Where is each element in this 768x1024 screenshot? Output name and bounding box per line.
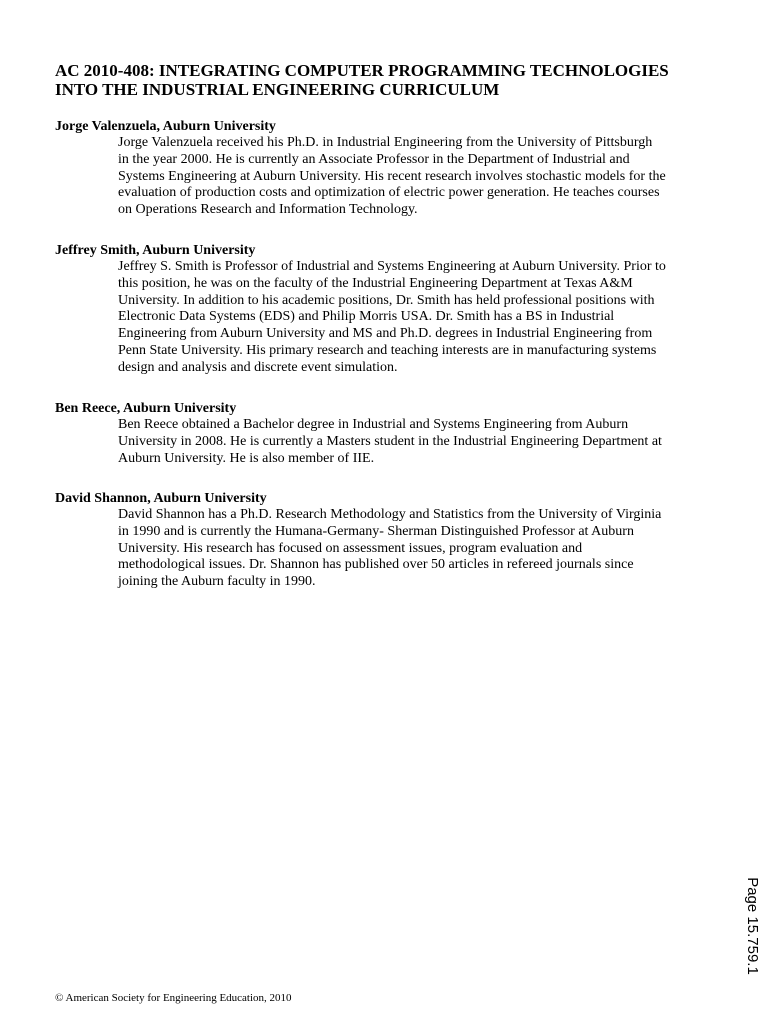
paper-title-line: INTO THE INDUSTRIAL ENGINEERING CURRICULUM [55, 80, 500, 99]
bio-line: University. His research has focused on assessment issues, program evaluation and [118, 540, 583, 556]
author-name: Jeffrey Smith, Auburn University [55, 243, 256, 258]
bio-line: Jeffrey S. Smith is Professor of Industrial and Systems Engineering at Auburn University. Prior to [118, 259, 666, 274]
author-bio [55, 490, 715, 591]
author-bio-text [118, 417, 710, 467]
bio-line: evaluation of production costs and optimization of electric power generation. He teaches courses [118, 185, 660, 201]
paper-title-line: AC 2010-408: INTEGRATING COMPUTER PROGRAMMING TECHNOLOGIES [55, 61, 669, 80]
bio-line: Penn State University. His primary research and teaching interests are in manufacturing systems [118, 342, 657, 358]
bio-line: Jorge Valenzuela received his Ph.D. in Industrial Engineering from the University of Pittsburgh [118, 135, 653, 150]
bio-line: on Operations Research and Information Technology. [118, 202, 418, 218]
bio-line: Systems Engineering at Auburn University. His recent research involves stochastic models for the [118, 168, 666, 184]
bio-line: in 1990 and is currently the Humana-Germany- Sherman Distinguished Professor at Auburn [118, 523, 634, 539]
bio-line: Electronic Data Systems (EDS) and Philip Morris USA. Dr. Smith has a BS in Industrial [118, 309, 615, 325]
bio-line: in the year 2000. He is currently an Associate Professor in the Department of Industrial and [118, 151, 630, 167]
bio-line: methodological issues. Dr. Shannon has published over 50 articles in refereed journals since [118, 557, 634, 573]
author-name: Jorge Valenzuela, Auburn University [55, 119, 276, 134]
author-bio-text [118, 507, 710, 591]
author-name: Ben Reece, Auburn University [55, 401, 237, 416]
bio-line: University in 2008. He is currently a Masters student in the Industrial Engineering Department at [118, 433, 662, 449]
author-bio [55, 400, 715, 467]
bio-line: University. In addition to his academic positions, Dr. Smith has held professional positions with [118, 292, 655, 308]
bio-line: this position, he was on the faculty of the Industrial Engineering Department at Texas A&M [118, 275, 633, 291]
bio-line: design and analysis and discrete event simulation. [118, 359, 398, 375]
copyright-footer: © American Society for Engineering Education, 2010 [55, 992, 292, 1004]
bio-line: Engineering from Auburn University and MS and Ph.D. degrees in Industrial Engineering from [118, 326, 653, 342]
author-bio-text [118, 259, 710, 377]
author-bio-text [118, 135, 710, 219]
paper-title [55, 61, 735, 99]
author-bio [55, 118, 715, 219]
bio-line: joining the Auburn faculty in 1990. [118, 574, 316, 590]
page-number: Page 15.759.1 [744, 877, 761, 975]
bio-line: Ben Reece obtained a Bachelor degree in Industrial and Systems Engineering from Auburn [118, 417, 629, 432]
author-name: David Shannon, Auburn University [55, 491, 267, 506]
bio-line: Auburn University. He is also member of IIE. [118, 450, 375, 466]
bio-line: David Shannon has a Ph.D. Research Methodology and Statistics from the University of Virginia [118, 507, 662, 522]
author-bio [55, 242, 715, 377]
